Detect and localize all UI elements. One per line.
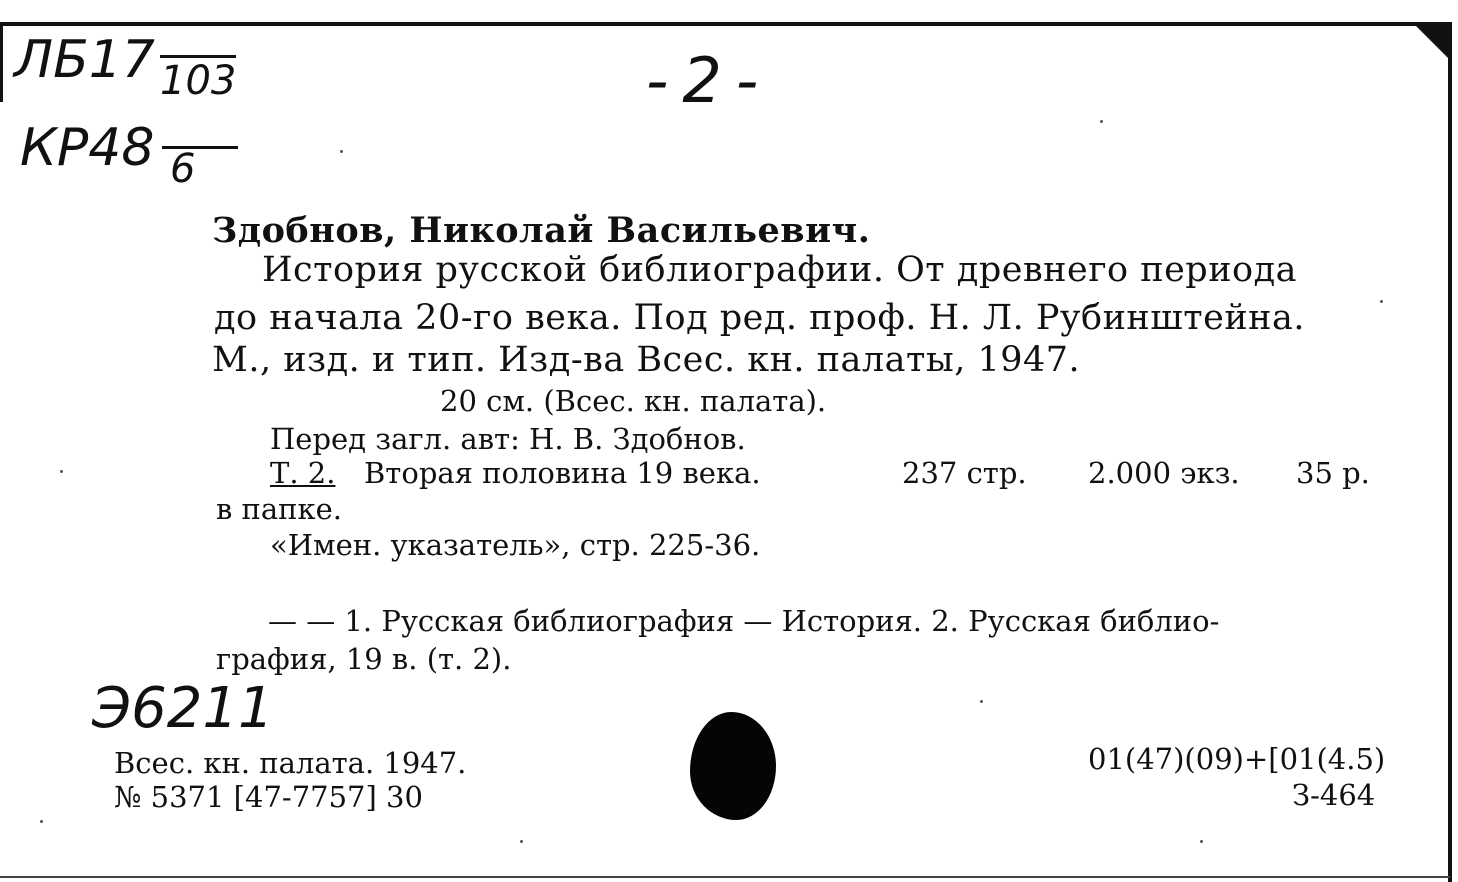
binding-note: в папке. [216, 492, 342, 526]
cutter-number: З-464 [1292, 778, 1376, 812]
author-note-line: Перед загл. авт: Н. В. Здобнов. [270, 422, 746, 456]
scan-speck [1200, 840, 1203, 843]
ink-blot [690, 712, 776, 820]
title-line-2: до начала 20-го века. Под ред. проф. Н. Л. Рубинштейна. [214, 298, 1305, 338]
handwritten-shelfmark-2-fraction: 6 [170, 146, 196, 192]
card-number: № 5371 [47-7757] 30 [114, 780, 423, 814]
volume-label [270, 456, 335, 490]
scan-speck [520, 840, 523, 843]
size-series-line: 20 см. (Всес. кн. палата). [440, 384, 827, 418]
handwritten-accession-number: Э6211 [92, 676, 274, 741]
handwritten-shelfmark-1-fraction: 103 [160, 58, 237, 104]
scan-speck [1100, 120, 1103, 123]
classification-index: 01(47)(09)+[01(4.5) [1088, 742, 1386, 776]
card-right-edge [1448, 22, 1452, 882]
card-bottom-edge [0, 876, 1450, 878]
card-corner-cut [1412, 22, 1452, 62]
scan-speck [340, 150, 343, 153]
card-left-edge [0, 22, 3, 102]
imprint-line: М., изд. и тип. Изд-ва Всес. кн. палаты, 1947. [212, 340, 1081, 380]
scan-speck [980, 700, 983, 703]
scan-speck [1380, 300, 1383, 303]
handwritten-page-mark: -2- [646, 44, 773, 117]
subjects-line-1: — — 1. Русская библиография — История. 2. Русская библио- [268, 604, 1220, 638]
volume-number: Т. 2. [270, 456, 336, 490]
author-heading: Здобнов, Николай Васильевич. [212, 210, 871, 251]
handwritten-shelfmark-1: ЛБ17 [14, 30, 155, 90]
subjects-line-2: графия, 19 в. (т. 2). [216, 642, 512, 676]
card-top-edge [0, 22, 1440, 26]
scan-speck [40, 820, 43, 823]
scan-speck [60, 470, 63, 473]
index-note: «Имен. указатель», стр. 225-36. [270, 528, 761, 562]
pages-count: 237 стр. [902, 456, 1027, 490]
publisher-year: Всес. кн. палата. 1947. [114, 746, 467, 780]
volume-description: Вторая половина 19 века. [364, 456, 761, 490]
handwritten-shelfmark-2: КР48 [20, 118, 155, 178]
price: 35 р. [1296, 456, 1370, 490]
copies-count: 2.000 экз. [1088, 456, 1240, 490]
title-line-1: История русской библиографии. От древнего периода [262, 250, 1298, 290]
